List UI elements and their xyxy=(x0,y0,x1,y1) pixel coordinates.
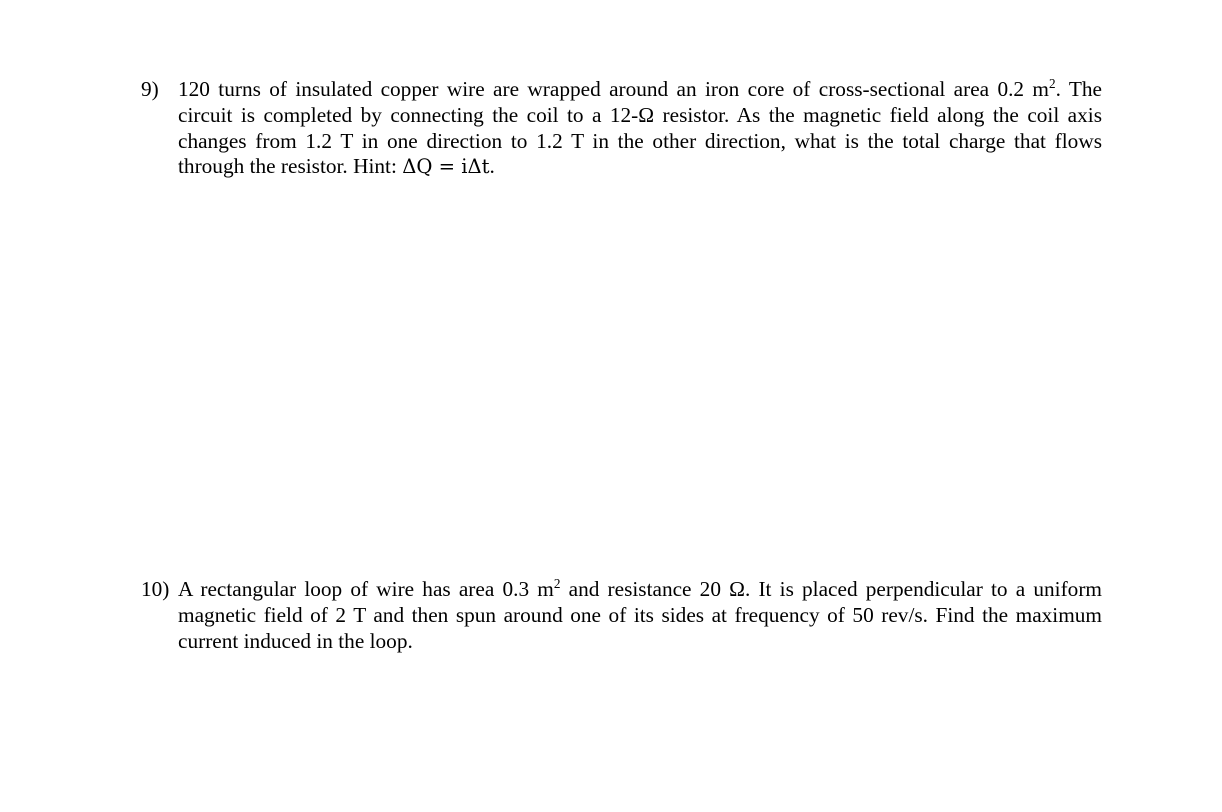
problem-line xyxy=(178,577,1102,603)
text-segment: through the resistor. Hint: xyxy=(178,154,403,179)
superscript: 2 xyxy=(1049,76,1056,92)
text-segment: 120 turns of insulated copper wire are wrapped around an iron core of cross-sectional area 0.2 m xyxy=(178,77,1049,101)
problem-text xyxy=(178,77,1102,180)
problem-line: changes from 1.2 T in one direction to 1.2 T in the other direction, what is the total charge that flows xyxy=(178,128,1102,153)
problem-line xyxy=(178,154,1102,180)
text-segment: and resistance 20 Ω. It is placed perpendicular to a uniform xyxy=(560,577,1102,601)
problem-number: 10) xyxy=(141,577,170,601)
problem-line: current induced in the loop. xyxy=(178,628,413,653)
problem-number: 9) xyxy=(141,77,159,101)
problem-line xyxy=(178,77,1102,103)
hint-equation: ΔQ = iΔt xyxy=(402,155,490,179)
problem-line: magnetic field of 2 T and then spun around one of its sides at frequency of 50 rev/s. Find the maximum xyxy=(178,602,1102,627)
problem-text xyxy=(178,577,1102,654)
text-segment: A rectangular loop of wire has area 0.3 m xyxy=(178,577,554,601)
superscript: 2 xyxy=(553,576,561,592)
text-segment: . xyxy=(489,154,495,179)
problem-line: circuit is completed by connecting the coil to a 12-Ω resistor. As the magnetic field along the coil axis xyxy=(178,102,1102,127)
problem-10 xyxy=(141,577,1102,654)
problem-9 xyxy=(141,77,1102,180)
text-segment: . The xyxy=(1055,77,1102,101)
